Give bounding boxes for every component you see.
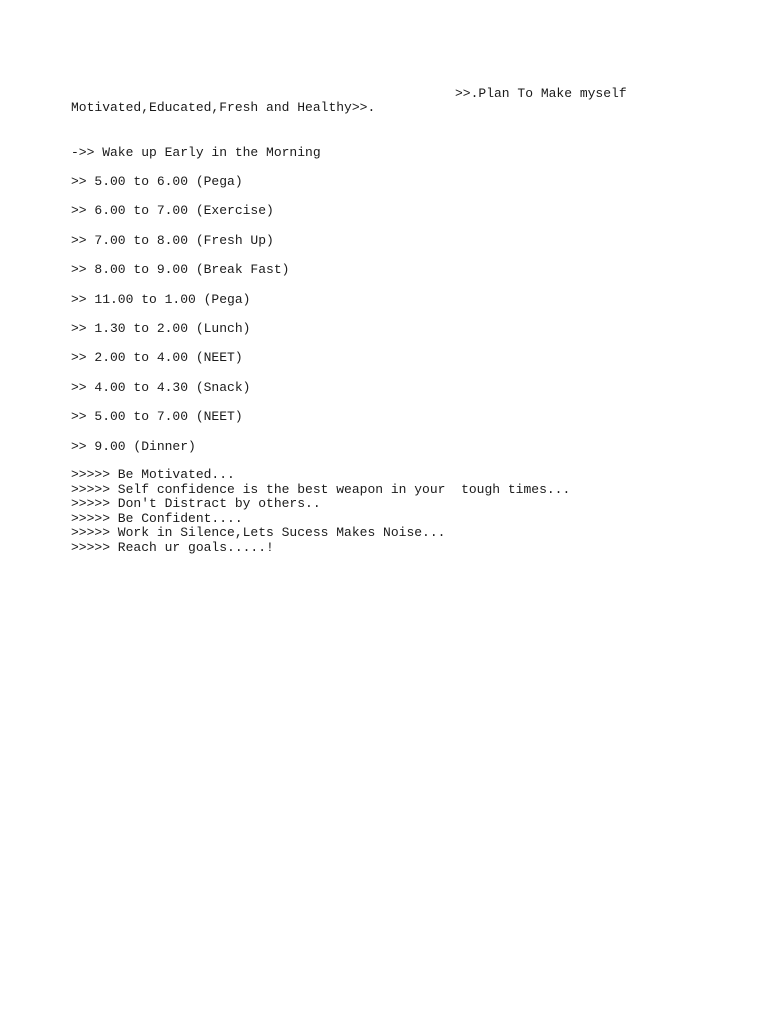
motto-item: >>>>> Don't Distract by others.. (71, 496, 321, 512)
motto-item: >>>>> Be Motivated... (71, 467, 235, 482)
schedule-item: >> 9.00 (Dinner) (71, 438, 196, 454)
schedule-item: >> 1.30 to 2.00 (Lunch) (71, 320, 251, 336)
schedule-item: >> 5.00 to 6.00 (Pega) (71, 174, 243, 189)
schedule-list (71, 174, 289, 468)
intro-line: ->> Wake up Early in the Morning (71, 145, 321, 160)
title-line-1: >>.Plan To Make myself (455, 86, 627, 101)
schedule-item: >> 5.00 to 7.00 (NEET) (71, 409, 243, 425)
motto-item: >>>>> Self confidence is the best weapon in your tough times... (71, 481, 571, 497)
motto-item: >>>>> Work in Silence,Lets Sucess Makes Noise... (71, 525, 446, 541)
motto-item: >>>>> Reach ur goals.....! (71, 539, 274, 555)
title-line-2: Motivated,Educated,Fresh and Healthy>>. (71, 100, 376, 115)
motto-item: >>>>> Be Confident.... (71, 510, 243, 526)
schedule-item: >> 11.00 to 1.00 (Pega) (71, 291, 251, 307)
schedule-item: >> 2.00 to 4.00 (NEET) (71, 350, 243, 366)
schedule-item: >> 7.00 to 8.00 (Fresh Up) (71, 232, 274, 248)
schedule-item: >> 8.00 to 9.00 (Break Fast) (71, 262, 290, 278)
schedule-item: >> 6.00 to 7.00 (Exercise) (71, 203, 274, 219)
schedule-item: >> 4.00 to 4.30 (Snack) (71, 379, 251, 395)
motto-list (71, 468, 570, 556)
